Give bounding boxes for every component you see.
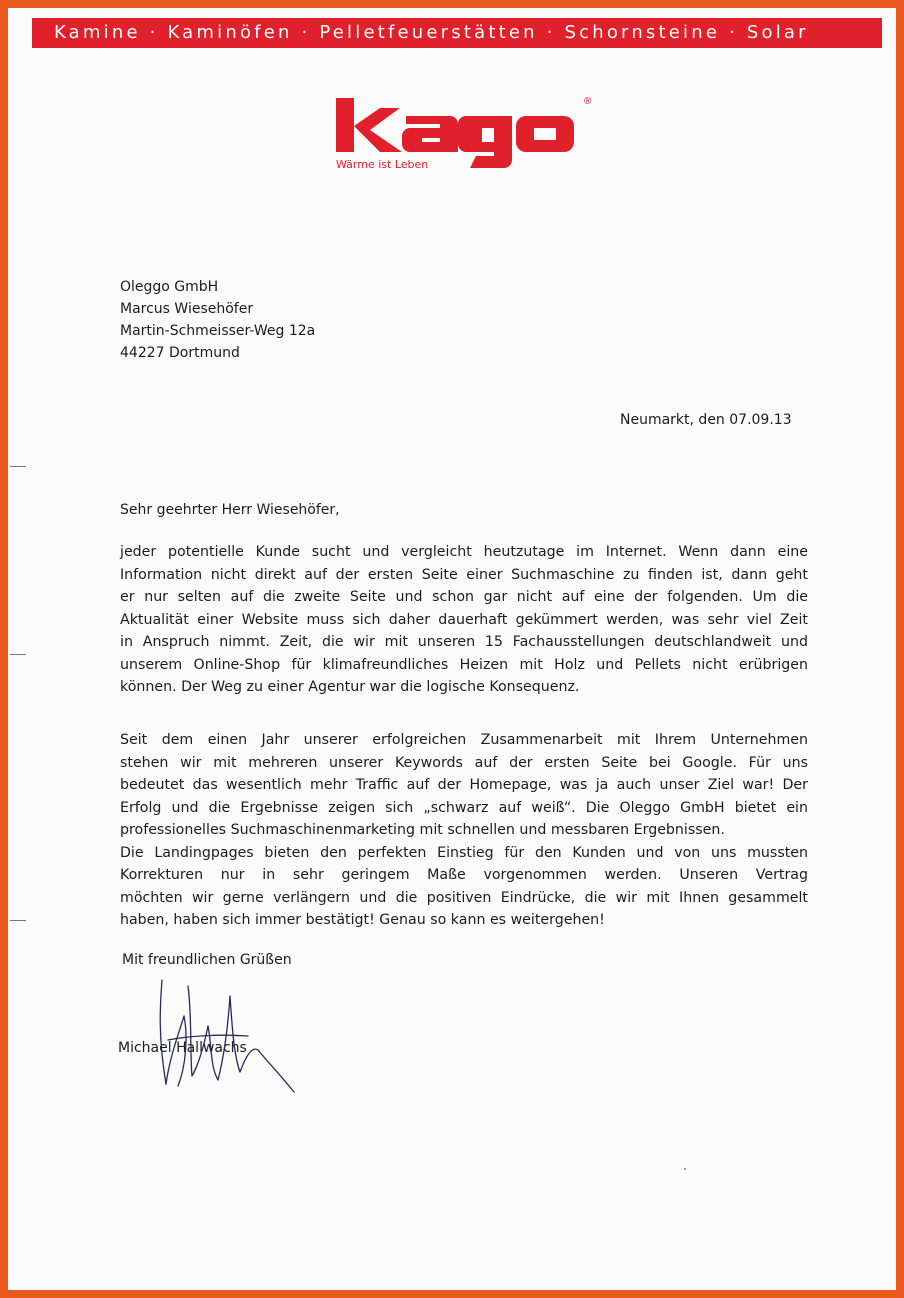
recipient-street: Martin-Schmeisser-Weg 12a bbox=[120, 323, 316, 339]
paragraph-line: professionelles Suchmaschinenmarketing mit schnellen und messbaren Ergebnissen. bbox=[120, 822, 725, 838]
paragraph-line: können. Der Weg zu einer Agentur war die logische Konsequenz. bbox=[120, 679, 580, 695]
closing-phrase: Mit freundlichen Grüßen bbox=[122, 952, 292, 968]
paragraph-line: stehen wir mit mehreren unserer Keywords auf der ersten Seite bei Google. Für uns bbox=[120, 754, 808, 771]
fold-mark bbox=[10, 466, 26, 467]
paragraph-line: bedeutet das wesentlich mehr Traffic auf der Homepage, was ja auch unser Ziel war! Der bbox=[120, 777, 808, 793]
paper-speck bbox=[684, 1168, 686, 1170]
fold-mark bbox=[10, 654, 26, 655]
fold-mark bbox=[10, 920, 26, 921]
paragraph-line: unserem Online-Shop für klimafreundliches Heizen mit Holz und Pellets nicht erübrigen bbox=[120, 656, 808, 673]
body-paragraph-1 bbox=[120, 541, 808, 699]
registered-mark: ® bbox=[584, 96, 592, 107]
paragraph-line: Korrekturen nur in sehr geringem Maße vorgenommen werden. Unseren Vertrag bbox=[120, 867, 808, 883]
recipient-person: Marcus Wiesehöfer bbox=[120, 301, 254, 317]
signer-name: Michael Hallwachs bbox=[118, 1040, 247, 1056]
recipient-city: 44227 Dortmund bbox=[120, 345, 240, 361]
paragraph-line: möchten wir gerne verlängern und die positiven Eindrücke, die wir mit Ihnen gesammelt bbox=[120, 889, 808, 906]
paragraph-line: Erfolg und die Ergebnisse zeigen sich „schwarz auf weiß“. Die Oleggo GmbH bietet ein bbox=[120, 799, 808, 816]
letter-page bbox=[8, 8, 896, 1290]
handwritten-signature bbox=[148, 976, 308, 1096]
date-line: Neumarkt, den 07.09.13 bbox=[620, 412, 792, 428]
recipient-address bbox=[120, 276, 315, 364]
paragraph-line: jeder potentielle Kunde sucht und vergleicht heutzutage im Internet. Wenn dann eine bbox=[120, 544, 808, 560]
body-paragraph-2 bbox=[120, 729, 808, 932]
paragraph-line: in Anspruch nimmt. Zeit, die wir mit unseren 15 Fachausstellungen deutschlandweit und bbox=[120, 634, 808, 650]
paragraph-line: Seit dem einen Jahr unserer erfolgreichen Zusammenarbeit mit Ihrem Unternehmen bbox=[120, 732, 808, 748]
recipient-company: Oleggo GmbH bbox=[120, 279, 219, 295]
paragraph-line: Information nicht direkt auf der ersten Seite einer Suchmaschine zu finden ist, dann geht bbox=[120, 566, 808, 583]
paragraph-line: haben, haben sich immer bestätigt! Genau so kann es weitergehen! bbox=[120, 912, 605, 928]
paragraph-line: Die Landingpages bieten den perfekten Einstieg für den Kunden und von uns mussten bbox=[120, 844, 808, 861]
paragraph-line: Aktualität einer Website muss sich daher dauerhaft gekümmert werden, was sehr viel Zeit bbox=[120, 611, 808, 628]
salutation: Sehr geehrter Herr Wiesehöfer, bbox=[120, 502, 340, 518]
paragraph-line: er nur selten auf die zweite Seite und schon gar nicht auf eine der folgenden. Um die bbox=[120, 589, 808, 605]
logo-slogan: Wärme ist Leben bbox=[336, 158, 429, 171]
header-tagline-band: Kamine · Kaminöfen · Pelletfeuerstätten · Schornsteine · Solar bbox=[32, 18, 882, 48]
